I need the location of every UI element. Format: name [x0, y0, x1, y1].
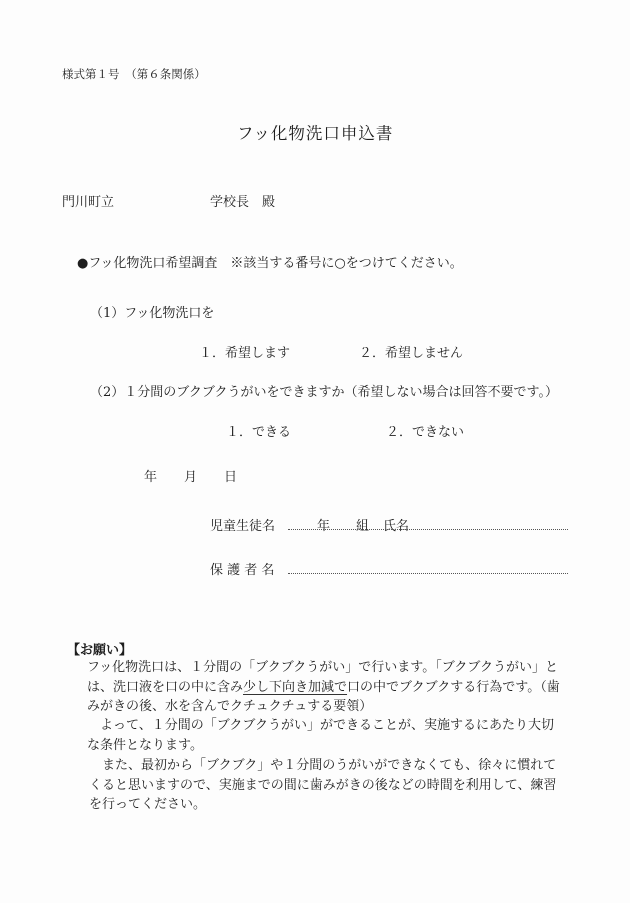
guardian-name-label: 保 護 者 名 — [210, 563, 275, 578]
request-p1-line3: みがきの後、水を含んでクチュクチュする要領） — [87, 699, 373, 714]
addressee-principal: 学校長 殿 — [210, 195, 276, 210]
question-2-label: （2）１分間のブクブクうがいをできますか（希望しない場合は回答不要です。） — [90, 385, 558, 400]
student-name-line[interactable] — [288, 529, 568, 530]
request-paragraph-1 — [87, 658, 560, 717]
request-p3-line3: を行ってください。 — [89, 797, 207, 812]
question-1-option-1[interactable]: １．希望します — [199, 346, 291, 361]
request-p1-line2-post: 口の中でブクブクする行為です。（歯 — [347, 679, 560, 695]
request-heading: 【お願い】 — [67, 643, 133, 658]
student-year-label: 年 — [317, 519, 331, 534]
request-p3-line2: くると思いますので、実施までの間に歯みがきの後などの時間を利用して、練習 — [89, 777, 557, 793]
student-name-label: 児童生徒名 — [210, 519, 276, 534]
student-class-label: 組 — [356, 519, 370, 534]
request-p2-line1: よって、１分間の「ブクブクうがい」ができることが、実施するにあたり大切 — [100, 718, 554, 733]
date-month: 月 — [184, 470, 198, 485]
question-2-option-2[interactable]: ２．できない — [386, 425, 465, 440]
request-paragraph-3 — [89, 756, 556, 815]
date-year: 年 — [144, 470, 158, 485]
survey-heading: ●フッ化物洗口希望調査 ※該当する番号に○をつけてください。 — [77, 256, 463, 271]
student-name-field-label: 氏名 — [383, 519, 410, 534]
request-p1-line2 — [87, 678, 560, 698]
date-day: 日 — [224, 470, 238, 485]
request-p1-line2-pre: は、洗口液を口の中に含み — [87, 679, 244, 695]
guardian-name-line[interactable] — [288, 573, 568, 574]
question-1-option-2[interactable]: ２．希望しません — [359, 346, 464, 361]
form-number: 様式第１号 （第６条関係） — [62, 67, 206, 81]
question-2-option-1[interactable]: １．できる — [226, 425, 292, 440]
request-p1-line1: フッ化物洗口は、１分間の「ブクブクうがい」で行います。「ブクブクうがい」と — [87, 660, 558, 675]
request-p2-line2: な条件となります。 — [87, 737, 203, 753]
request-p1-underlined: 少し下向き加減で — [243, 679, 348, 695]
page-title: フッ化物洗口申込書 — [237, 124, 394, 143]
question-1-label: （1）フッ化物洗口を — [90, 306, 215, 321]
addressee-town: 門川町立 — [62, 195, 115, 210]
request-p3-line1: また、最初から「ブクブク」や１分間のうがいができなくても、徐々に慣れて — [102, 758, 557, 773]
request-paragraph-2 — [87, 716, 554, 755]
